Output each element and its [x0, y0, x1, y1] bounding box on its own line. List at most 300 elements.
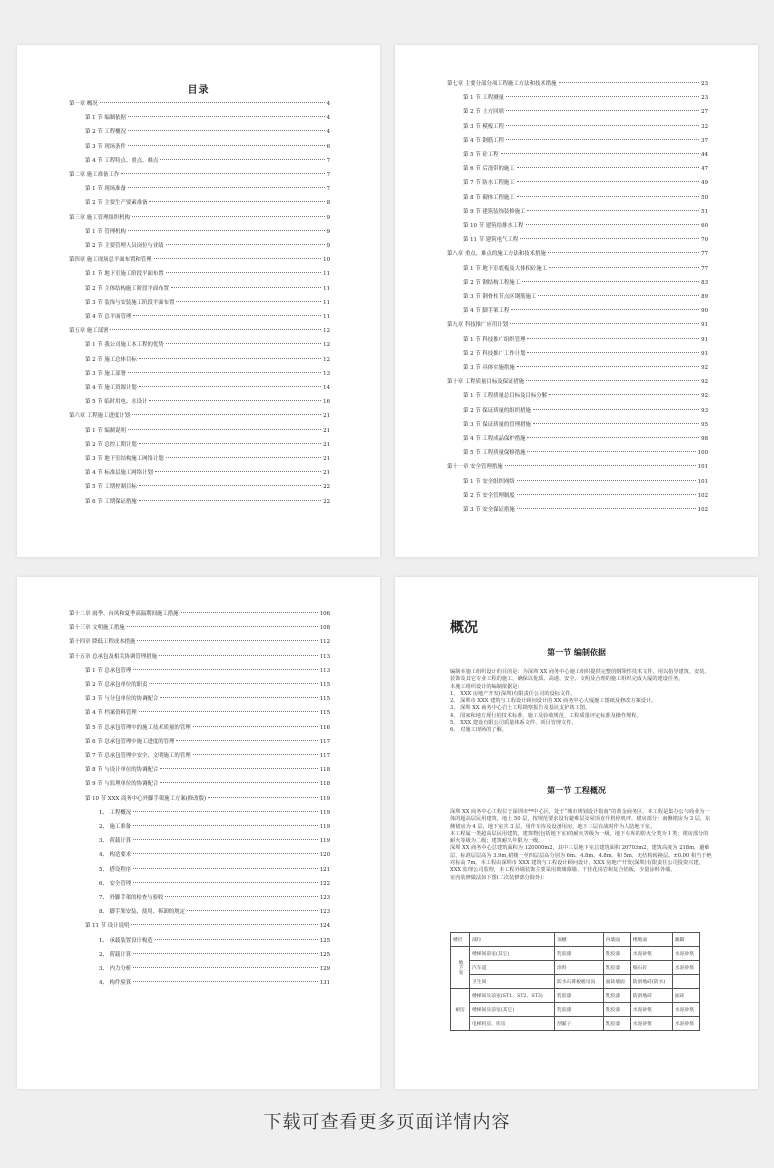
toc-entry-title: 4、 构件验算	[99, 980, 132, 987]
toc-entry-page: 22	[323, 498, 330, 505]
paragraph: 本施工组织设计的编制依据是：	[450, 683, 523, 690]
toc-entry-title: 第 1 节 安全组织网络	[463, 478, 515, 485]
toc-entry-page: 115	[319, 696, 330, 703]
toc-entry-title: 第七章 主要分部分项工程施工方法和技术措施	[447, 81, 557, 87]
leader-dots	[149, 201, 324, 202]
toc-entry[interactable]	[85, 383, 330, 393]
leader-dots	[128, 130, 325, 131]
finish-table	[450, 932, 700, 1031]
chapter-title: 概况	[450, 620, 478, 636]
toc-entry[interactable]	[463, 306, 708, 316]
toc-entry-page: 119	[319, 824, 330, 830]
leader-dots	[533, 409, 699, 410]
toc-entry-title: 第 5 节 临时用电、水设计	[85, 399, 148, 406]
document-page-toc-3	[17, 577, 380, 1089]
table-header-cell: 顶棚	[554, 933, 603, 947]
toc-entry-title: 第 1 节 科技推广组织管理	[463, 336, 526, 343]
toc-entry-page: 27	[701, 109, 708, 116]
toc-entry-title: 第 3 节 模板工程	[463, 123, 504, 130]
toc-entry[interactable]	[99, 850, 330, 860]
toc-entry-page: 108	[319, 625, 330, 632]
toc-entry-title: 第 2 节 工程概况	[85, 129, 126, 136]
leader-dots	[166, 272, 321, 273]
leader-dots	[517, 494, 696, 495]
table-cell: 乳胶漆	[603, 1017, 630, 1031]
leader-dots	[517, 181, 699, 182]
toc-entry-page: 93	[701, 407, 708, 414]
table-cell	[672, 975, 699, 989]
toc-entry[interactable]	[85, 497, 330, 507]
leader-dots	[517, 480, 696, 481]
leader-dots	[522, 281, 699, 282]
toc-entry[interactable]	[85, 340, 330, 350]
table-cell: 电梯机房、库房	[470, 1017, 555, 1031]
toc-entry-page: 116	[319, 724, 330, 731]
toc-entry-title: 第 4 节 工程成品保护措施	[463, 436, 526, 442]
toc-entry-page: 21	[323, 441, 330, 448]
toc-entry-title: 第 5 节 工期控制目标	[85, 484, 137, 491]
leader-dots	[181, 612, 318, 613]
toc-entry[interactable]	[463, 335, 708, 345]
toc-entry[interactable]	[463, 363, 708, 373]
toc-entry-title: 第 10 节 建筑给排水工程	[463, 223, 524, 229]
toc-entry-page: 112	[319, 639, 330, 646]
paragraph: 4、 国家和地方现行的技术标准、施工及验收规范、工程质量评定标准及操作规程。	[450, 712, 642, 719]
toc-entry[interactable]	[99, 865, 330, 875]
toc-entry-page: 113	[319, 667, 330, 674]
leader-dots	[149, 400, 321, 401]
toc-entry[interactable]	[463, 264, 708, 274]
toc-entry-page: 4	[326, 115, 330, 122]
table-cell: 水泥砂浆	[630, 947, 672, 961]
leader-dots	[154, 258, 322, 259]
table-cell: 刮腻子	[554, 1017, 603, 1031]
toc-entry-page: 21	[323, 413, 330, 420]
leader-dots	[166, 343, 321, 344]
toc-entry-title: 第 2 节 主体结构施工阶段平面布置	[85, 285, 170, 292]
toc-entry-page: 125	[319, 937, 330, 944]
toc-entry[interactable]	[463, 391, 708, 401]
paragraph: 5、 XXX 建设有限公司质量体系文件、项目管理文件。	[450, 720, 577, 727]
toc-entry-page: 47	[701, 166, 708, 173]
toc-entry-page: 13	[323, 370, 330, 377]
toc-entry-title: 第 1 节 管理机构	[85, 228, 126, 235]
table-cell: 楼梯间及前室(ST1、ST2、ST3)	[470, 989, 555, 1003]
toc-entry[interactable]	[85, 723, 330, 733]
leader-dots	[527, 210, 699, 211]
toc-entry[interactable]	[85, 694, 330, 704]
toc-entry-title: 6、 安全管理	[99, 880, 132, 887]
toc-entry[interactable]	[85, 737, 330, 747]
toc-entry-page: 77	[701, 251, 708, 258]
toc-entry-page: 4	[326, 101, 330, 107]
toc-entry-title: 第 1 节 我公司施工本工程的优势	[85, 342, 164, 349]
toc-entry-title: 第 3 节 与分包单位的协调配合	[85, 696, 159, 703]
toc-entry[interactable]	[463, 164, 708, 174]
toc-entry[interactable]	[99, 893, 330, 903]
download-prompt: 下载可查看更多页面详情内容	[263, 1112, 511, 1133]
toc-entry[interactable]	[85, 426, 330, 436]
toc-entry[interactable]	[69, 623, 330, 633]
toc-entry[interactable]	[85, 751, 330, 761]
paragraph: 深圳 XX 商务中心总建筑面积为 120000m2，其中三层地下室总建筑面积 20703m2，建筑高度为 218m，避难层、标准层层高为 3.9m,裙楼一至四层层高分别为 6m、4.8m、4.8m、和 5m，无结构转换层。±0.00 相当于绝对标高 7m。本工程由深圳市 XXX 建筑与工程设计顾问设计，XXX 房地产开发(深圳)有限责任公司投资兴建，XXX 监理公司监理，本工程外墙装饰主要采用玻璃幕墙、干挂花岗岩和复合铝板，少量涂料外墙。	[450, 845, 712, 874]
table-cell: 卫生间	[470, 975, 555, 989]
toc-entry-page: 16	[323, 399, 330, 406]
toc-entry[interactable]	[85, 779, 330, 789]
toc-entry[interactable]	[447, 79, 708, 89]
toc-entry-page: 119	[319, 795, 330, 802]
toc-entry-title: 第 3 节 装饰与安装施工阶段平面布置	[85, 299, 175, 306]
toc-entry-title: 第 2 节 安全管理制度	[463, 492, 515, 499]
leader-dots	[165, 896, 317, 897]
toc-entry-title: 第 3 节 地下室结构施工网络计划	[85, 456, 164, 462]
toc-entry[interactable]	[447, 249, 708, 259]
toc-entry[interactable]	[463, 107, 708, 117]
toc-entry-page: 119	[319, 809, 330, 816]
toc-entry[interactable]	[85, 794, 330, 804]
toc-entry[interactable]	[85, 397, 330, 407]
toc-entry-page: 12	[323, 328, 330, 335]
toc-entry[interactable]	[69, 213, 330, 223]
leader-dots	[526, 224, 700, 225]
toc-entry-title: 1、 承载装置设计构造	[99, 937, 153, 944]
toc-entry-title: 第 1 节 工程质量总目标及目标分解	[463, 393, 548, 400]
toc-entry-title: 第 3 节 施工部署	[85, 370, 126, 377]
leader-dots	[559, 82, 700, 83]
toc-entry-page: 100	[697, 450, 708, 457]
leader-dots	[527, 437, 699, 438]
toc-entry-page: 11	[323, 314, 330, 320]
toc-entry-page: 11	[323, 299, 330, 306]
toc-entry-page: 21	[323, 456, 330, 462]
toc-entry[interactable]	[99, 879, 330, 889]
toc-entry[interactable]	[99, 822, 330, 832]
toc-entry-page: 121	[319, 866, 330, 873]
toc-entry-page: 119	[319, 838, 330, 845]
toc-entry[interactable]	[85, 227, 330, 237]
toc-entry[interactable]	[85, 284, 330, 294]
toc-entry[interactable]	[463, 122, 708, 132]
paragraph: 2、 深圳市 XXX 建筑与工程设计顾问设计的 XX 商务中心大厦施工图纸及修改方案设计。	[450, 698, 657, 705]
toc-entry[interactable]	[85, 113, 330, 123]
leader-dots	[505, 465, 696, 466]
table-row	[451, 961, 700, 975]
leader-dots	[133, 825, 318, 826]
toc-entry[interactable]	[463, 178, 708, 188]
toc-entry[interactable]	[69, 609, 330, 619]
toc-entry-title: 第 1 节 编制说明	[85, 427, 126, 434]
toc-entry-page: 91	[701, 350, 708, 357]
toc-entry-title: 第 2 节 主要管理人员岗位与业绩	[85, 243, 164, 249]
toc-entry-title: 第 3 节 钢骨柱节点区钢筋施工	[463, 294, 537, 300]
leader-dots	[121, 173, 324, 174]
toc-entry-title: 4、 构造要求	[99, 852, 132, 859]
table-cell: 水泥砂浆	[630, 1017, 672, 1031]
toc-entry-page: 92	[701, 379, 708, 386]
table-cell: 楼梯间前室(其它)	[470, 947, 555, 961]
toc-entry[interactable]	[85, 708, 330, 718]
toc-entry-page: 12	[323, 356, 330, 363]
toc-entry-title: 8、 脚手架安装、使用、拆卸的规定	[99, 909, 186, 916]
toc-entry[interactable]	[69, 170, 330, 180]
toc-entry-page: 37	[701, 137, 708, 144]
toc-entry-page: 50	[701, 194, 708, 201]
toc-entry[interactable]	[463, 136, 708, 146]
table-cell: 防滑地砖	[630, 989, 672, 1003]
toc-entry-page: 90	[701, 308, 708, 315]
table-row	[451, 1003, 700, 1017]
toc-entry[interactable]	[463, 448, 708, 458]
leader-dots	[527, 338, 699, 339]
toc-entry-page: 7	[326, 186, 330, 193]
toc-entry[interactable]	[69, 99, 330, 109]
toc-entry[interactable]	[85, 765, 330, 775]
leader-dots	[139, 386, 321, 387]
leader-dots	[155, 471, 321, 472]
leader-dots	[133, 669, 317, 670]
toc-entry-page: 7	[326, 172, 330, 178]
toc-entry-page: 49	[701, 180, 708, 187]
toc-entry-title: 7、 外脚手架的检查与验收	[99, 895, 164, 901]
table-cell: 乳胶漆	[603, 1003, 630, 1017]
toc-entry[interactable]	[85, 269, 330, 279]
toc-entry-page: 14	[323, 385, 330, 391]
toc-entry-page: 124	[319, 923, 330, 930]
toc-entry-title: 第 5 节 工程质量保修措施	[463, 450, 526, 457]
toc-entry-page: 115	[319, 682, 330, 688]
toc-entry-title: 第 2 节 科技推广工作计划	[463, 350, 526, 357]
toc-entry[interactable]	[463, 235, 708, 245]
toc-entry[interactable]	[69, 637, 330, 647]
leader-dots	[139, 711, 318, 712]
toc-entry-title: 第 4 节 工程特点、重点、难点	[85, 157, 159, 164]
leader-dots	[187, 910, 318, 911]
leader-dots	[128, 187, 325, 188]
toc-entry[interactable]	[463, 505, 708, 515]
toc-entry[interactable]	[463, 420, 708, 430]
toc-entry[interactable]	[85, 921, 330, 931]
leader-dots	[166, 457, 321, 458]
toc-entry-page: 77	[701, 265, 708, 272]
toc-entry-title: 第 2 节 土方回填	[463, 109, 504, 116]
section-body	[450, 669, 712, 735]
toc-entry[interactable]	[99, 978, 330, 988]
toc-entry-title: 第 7 节 总承包管理中安全、文明施工的管理	[85, 753, 191, 759]
toc-entry[interactable]	[447, 320, 708, 330]
toc-entry-title: 第 2 节 总控工期计划	[85, 441, 137, 448]
toc-entry[interactable]	[463, 434, 708, 444]
toc-entry-title: 第 4 节 施工资源计划	[85, 385, 137, 391]
toc-entry[interactable]	[99, 907, 330, 917]
leader-dots	[139, 443, 321, 444]
paragraph: 1、 XXX 房地产开发(深圳)有限责任公司的设标文件。	[450, 690, 576, 697]
toc-entry[interactable]	[69, 652, 330, 662]
toc-entry[interactable]	[85, 355, 330, 365]
toc-entry[interactable]	[85, 241, 330, 251]
toc-entry[interactable]	[85, 312, 330, 322]
toc-entry-title: 第 4 节 标准层施工网络计划	[85, 470, 153, 477]
toc-entry-title: 第 5 节 砼工程	[463, 152, 499, 158]
leader-dots	[208, 797, 318, 798]
toc-entry-page: 92	[701, 393, 708, 400]
table-cell: 乳胶漆	[603, 989, 630, 1003]
leader-dots	[517, 508, 696, 509]
leader-dots	[133, 882, 318, 883]
toc-entry[interactable]	[463, 477, 708, 487]
toc-entry[interactable]	[463, 349, 708, 359]
toc-entry-title: 第 9 节 建筑装饰装修施工	[463, 208, 526, 215]
toc-entry-page: 32	[701, 123, 708, 130]
leader-dots	[133, 981, 318, 982]
toc-entry[interactable]	[85, 468, 330, 478]
toc-entry[interactable]	[85, 142, 330, 152]
toc-entry[interactable]	[69, 255, 330, 265]
leader-dots	[510, 323, 699, 324]
toc-entry[interactable]	[463, 406, 708, 416]
leader-dots	[100, 102, 325, 103]
toc-entry-page: 122	[319, 880, 330, 887]
toc-entry-page: 11	[323, 271, 330, 278]
toc-entry-title: 第 4 节 档案资料管理	[85, 710, 137, 717]
toc-entry-page: 7	[326, 157, 330, 164]
toc-entry-page: 102	[697, 507, 708, 513]
toc-entry[interactable]	[85, 680, 330, 690]
toc-entry-page: 113	[319, 653, 330, 660]
leader-dots	[176, 301, 321, 302]
table-cell: 乳胶漆	[603, 961, 630, 975]
toc-entry-title: 第 6 节 工期保证措施	[85, 498, 137, 505]
toc-entry-page: 51	[701, 208, 708, 215]
toc-entry-title: 第六章 工程施工进度计划	[69, 413, 131, 420]
toc-entry-title: 第十三章 文明施工措施	[69, 625, 125, 632]
toc-entry[interactable]	[463, 207, 708, 217]
toc-entry[interactable]	[463, 93, 708, 103]
toc-entry[interactable]	[85, 369, 330, 379]
leader-dots	[517, 366, 699, 367]
leader-dots	[517, 196, 699, 197]
toc-entry-page: 106	[319, 611, 330, 617]
leader-dots	[506, 139, 699, 140]
toc-entry[interactable]	[463, 292, 708, 302]
toc-entry-page: 4	[326, 129, 330, 136]
table-row	[451, 1017, 700, 1031]
toc-entry-page: 21	[323, 427, 330, 434]
leader-dots	[139, 485, 321, 486]
leader-dots	[548, 252, 699, 253]
toc-entry-title: 2、 荷载计算	[99, 951, 132, 958]
leader-dots	[160, 697, 317, 698]
toc-entry[interactable]	[85, 127, 330, 137]
toc-entry-title: 第 1 节 地下室底板及大体积砼施工	[463, 265, 548, 272]
leader-dots	[549, 267, 699, 268]
toc-entry-page: 12	[323, 342, 330, 349]
toc-entry-page: 23	[701, 95, 708, 102]
toc-entry-title: 第 3 节 安全保证措施	[463, 507, 515, 513]
toc-entry-title: 第 9 节 与监理单位的协调配合	[85, 781, 159, 788]
toc-entry[interactable]	[99, 936, 330, 946]
leader-dots	[171, 287, 321, 288]
table-row	[451, 947, 700, 961]
toc-entry-page: 131	[319, 980, 330, 987]
toc-entry[interactable]	[85, 156, 330, 166]
toc-entry[interactable]	[85, 198, 330, 208]
toc-entry[interactable]	[85, 298, 330, 308]
toc-entry-page: 89	[701, 294, 708, 300]
toc-entry-title: 第 4 节 脚手架工程	[463, 308, 510, 315]
leader-dots	[139, 500, 321, 501]
toc-entry-page: 117	[319, 738, 330, 745]
paragraph: 6、 对施工现场的了解。	[450, 727, 507, 734]
toc-entry[interactable]	[85, 666, 330, 676]
toc-entry[interactable]	[99, 964, 330, 974]
paragraph: 室内装修做法如下图(二次装修部分除外)：	[450, 874, 548, 881]
toc-entry-page: 23	[701, 81, 708, 87]
table-header-cell: 踢脚	[672, 933, 699, 947]
toc-entry-title: 第 2 节 保证质量的组织措施	[463, 407, 531, 414]
leader-dots	[133, 853, 318, 854]
toc-entry[interactable]	[69, 411, 330, 421]
document-page-overview	[395, 577, 758, 1089]
toc-entry[interactable]	[85, 482, 330, 492]
toc-entry[interactable]	[99, 808, 330, 818]
toc-entry[interactable]	[99, 950, 330, 960]
paragraph: 本工程属一类超高层民用建筑，建筑物(包括地下室)的耐火等级为一级，地下车库的防火分类为 I 类；裙房部分的耐火等级为二级；建筑耐久年限为一级。	[450, 830, 709, 845]
toc-entry-title: 第八章 重点、难点的施工方法和技术措施	[447, 251, 546, 258]
toc-entry[interactable]	[463, 221, 708, 231]
toc-entry-title: 第 4 节 总平面管理	[85, 314, 132, 320]
table-header-cell: 部位	[470, 933, 555, 947]
toc-entry[interactable]	[447, 377, 708, 387]
toc-entry-page: 123	[319, 909, 330, 916]
toc-entry[interactable]	[463, 491, 708, 501]
toc-entry[interactable]	[85, 454, 330, 464]
paragraph: 深圳 XX 商务中心工程位于深圳市**中心区，处于“城市规划设计指南”的黄金商务区，本工程是集办公与商业为一体的超高层民用建筑，地上 50 层，按规范要求设有避难层及屋顶直升机停机坪，裙房部分：南侧裙房为 3 层，东侧裙房为 4 层，地下室共 3 层，用作车库及设备用房，地下三层在战时作为人防地下室。	[450, 809, 711, 830]
toc-entry[interactable]	[85, 184, 330, 194]
table-row	[451, 989, 700, 1003]
leader-dots	[110, 329, 321, 330]
toc-entry-page: 123	[319, 895, 330, 901]
toc-entry-page: 44	[701, 152, 708, 158]
toc-entry[interactable]	[69, 326, 330, 336]
toc-entry[interactable]	[463, 150, 708, 160]
leader-dots	[137, 640, 317, 641]
toc-entry-title: 第十章 工程质量目标及保证措施	[447, 379, 525, 386]
leader-dots	[159, 655, 318, 656]
toc-entry-title: 第 8 节 与设计单位的协调配合	[85, 767, 159, 774]
toc-entry-page: 8	[326, 200, 330, 207]
leader-dots	[160, 768, 317, 769]
toc-entry-title: 第 3 节 现场条件	[85, 143, 126, 150]
toc-entry-page: 125	[319, 951, 330, 958]
toc-entry[interactable]	[447, 462, 708, 472]
leader-dots	[527, 352, 699, 353]
leader-dots	[128, 429, 321, 430]
leader-dots	[517, 167, 699, 168]
toc-entry[interactable]	[463, 193, 708, 203]
toc-entry-title: 第 2 节 总承包单位的职责	[85, 682, 148, 688]
toc-entry[interactable]	[99, 836, 330, 846]
leader-dots	[149, 683, 317, 684]
toc-entry-page: 129	[319, 966, 330, 972]
leader-dots	[193, 726, 318, 727]
leader-dots	[132, 216, 325, 217]
toc-entry[interactable]	[85, 440, 330, 450]
toc-entry-title: 第三章 施工管理组织机构	[69, 214, 131, 221]
toc-entry-title: 第 1 节 工程测量	[463, 95, 504, 102]
toc-entry[interactable]	[463, 278, 708, 288]
toc-entry-title: 第 1 节 地下室施工阶段平面布置	[85, 271, 164, 278]
toc-entry-page: 117	[319, 753, 330, 759]
